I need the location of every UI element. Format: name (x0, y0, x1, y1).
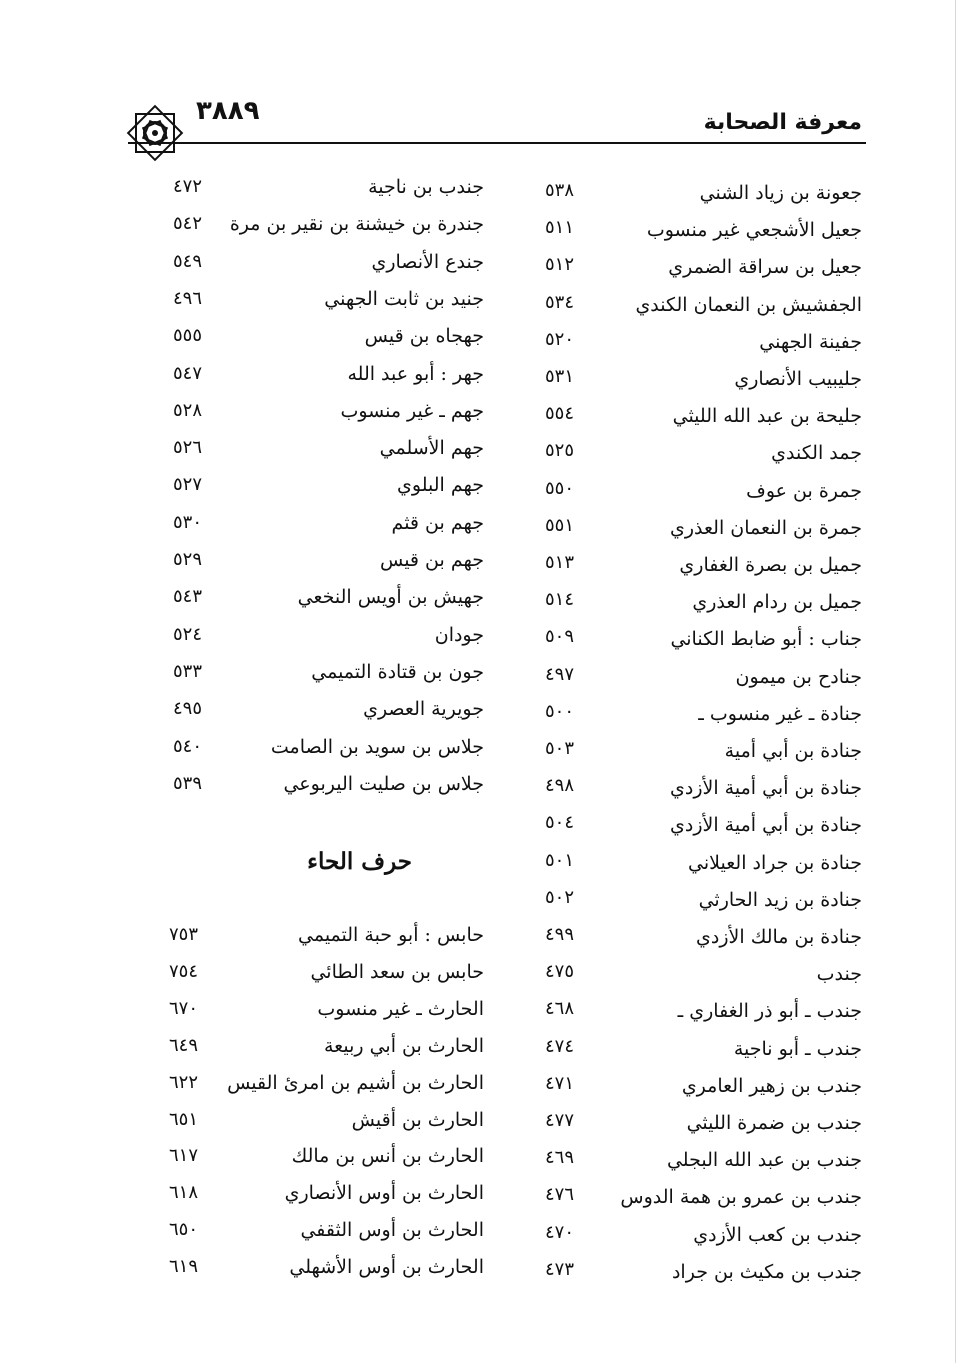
entry-name: جنادة بن جراد العيلاني (688, 851, 862, 874)
entry-name: جنيد بن ثابت الجهني (324, 287, 484, 310)
entry-number: ٤٩٦ (172, 287, 202, 309)
entry-name: حابس بن سعد الطائي (310, 960, 484, 983)
entry-name: جهم بن قيس (379, 549, 484, 571)
entry-number: ٥٣٤ (544, 291, 574, 313)
entry-number: ٥٠٣ (544, 738, 574, 759)
entry-name: جنادة بن أبي أمية (724, 740, 862, 762)
entry-number: ٤٩٥ (172, 698, 202, 720)
entry-number: ٤٧٥ (544, 961, 574, 983)
entry-number: ٥١٣ (544, 552, 574, 573)
entry-name: جمرة بن عوف (746, 479, 862, 502)
entry-name: الحارث بن أبي ربيعة (323, 1034, 484, 1057)
entry-number: ٦١٨ (168, 1182, 198, 1204)
entry-name: جناب : أبو ضابط الكناني (670, 628, 862, 651)
entry-number: ٦١٧ (168, 1145, 198, 1167)
entry-name: جعيل الأشجعي غير منسوب (646, 219, 862, 242)
entry-number: ٥٣١ (544, 366, 574, 387)
entry-number: ٥١٤ (544, 589, 574, 611)
entry-number: ٥٢٧ (172, 474, 202, 496)
section-heading: حرف الحاء (307, 848, 412, 875)
entry-name: جويرية العصري (363, 698, 484, 721)
entry-name: الجفشيش بن النعمان الكندي (635, 293, 862, 316)
entry-number: ٤٧٣ (544, 1258, 574, 1280)
entry-number: ٦٥٠ (168, 1219, 198, 1241)
entry-number: ٤٧٦ (544, 1184, 574, 1206)
entry-name: جندب بن عمرو بن همة الدوس (620, 1186, 862, 1209)
entry-name: جهم ـ غير منسوب (340, 399, 484, 422)
entry-number: ٦٥١ (168, 1108, 198, 1130)
page-crease (955, 0, 956, 1363)
entry-number: ٥٣٨ (544, 180, 574, 201)
ornament-star-icon (122, 100, 188, 166)
entry-name: جنادة بن زيد الحارثي (698, 888, 862, 911)
entry-number: ٥٤٧ (172, 362, 202, 384)
entry-number: ٥٤٣ (172, 586, 202, 608)
header-title: معرفة الصحابة (703, 110, 862, 135)
entry-number: ٤٩٨ (544, 775, 574, 797)
entry-name: جلاس بن صليت اليربوعي (283, 772, 484, 795)
entry-name: جعيل بن سراقة الضمري (668, 256, 862, 279)
entry-number: ٥٢٩ (172, 549, 202, 570)
entry-number: ٥١٢ (544, 254, 574, 276)
entry-name: جندب بن عبد الله البجلي (666, 1149, 862, 1172)
entry-number: ٥٢٦ (172, 437, 202, 459)
entry-name: جفينة الجهني (759, 330, 862, 353)
entry-name: جندب (816, 963, 862, 986)
entry-name: جودان (434, 623, 484, 646)
entry-number: ٥١١ (544, 217, 574, 239)
entry-number: ٤٧٠ (544, 1221, 574, 1243)
entry-number: ٤٩٧ (544, 663, 574, 685)
entry-number: ٥٤٠ (172, 735, 202, 757)
entry-name: جندب بن كعب الأزدي (693, 1223, 862, 1246)
entry-number: ٥٥٠ (544, 477, 574, 499)
entry-number: ٥٢٥ (544, 440, 574, 462)
entry-number: ٥٣٠ (172, 511, 202, 533)
entry-number: ٤٧٧ (544, 1110, 574, 1131)
entry-number: ٥٥٥ (172, 325, 202, 347)
entry-name: جعونة بن زياد الشني (699, 182, 862, 204)
entry-name: جنادة ـ غير منسوب ـ (698, 702, 862, 725)
entry-name: جهيش بن أويس النخعي (297, 586, 484, 609)
entry-number: ٥٠٢ (544, 886, 574, 908)
entry-number: ٤٧٤ (544, 1035, 574, 1057)
entry-name: جميل بن بصرة الغفاري (679, 554, 862, 576)
entry-number: ٥٣٣ (172, 660, 202, 682)
entry-name: جندب ـ أبو ناجية (733, 1037, 862, 1060)
entry-name: الحارث بن أوس الثقفي (300, 1219, 484, 1242)
entry-number: ٥٤٩ (172, 250, 202, 272)
entry-name: جمد الكندي (771, 442, 862, 465)
entry-number: ٤٧١ (544, 1072, 574, 1094)
entry-name: جنادة بن أبي أمية الأزدي (670, 814, 862, 837)
entry-number: ٥٠٩ (544, 626, 574, 648)
entry-name: جليبيب الأنصاري (734, 368, 862, 390)
entry-name: جهم بن قثم (391, 511, 484, 534)
entry-number: ٧٥٣ (168, 924, 198, 945)
entry-number: ٥٤٢ (172, 213, 202, 235)
entry-number: ٦١٩ (168, 1256, 198, 1278)
entry-name: جهجاه بن قيس (364, 325, 484, 348)
entry-number: ٦٧٠ (168, 997, 198, 1019)
entry-number: ٥٣٩ (172, 772, 202, 794)
entry-name: الحارث بن أوس الأنصاري (284, 1182, 484, 1205)
entry-number: ٥٢٤ (172, 623, 202, 645)
entry-name: جندب بن زهير العامري (681, 1074, 862, 1097)
entry-number: ٧٥٤ (168, 960, 198, 982)
entry-name: جنادح بن ميمون (735, 665, 862, 688)
entry-number: ٤٦٨ (544, 998, 574, 1020)
entry-name: جندع الأنصاري (371, 250, 484, 273)
entry-name: جنادة بن مالك الأزدي (696, 926, 862, 948)
entry-name: حابس : أبو حبة التميمي (298, 924, 484, 946)
entry-number: ٥٠١ (544, 849, 574, 871)
entry-name: الحارث بن أشيم بن امرئ القيس (227, 1071, 484, 1094)
entry-number: ٥٥٤ (544, 403, 574, 425)
entry-number: ٥٠٤ (544, 812, 574, 834)
entry-name: جلاس بن سويد بن الصامت (270, 735, 484, 758)
entry-number: ٥٠٠ (544, 700, 574, 722)
entry-name: جندب بن مكيث بن جراد (671, 1260, 862, 1283)
entry-name: جندب بن ناجية (368, 176, 484, 198)
entry-name: جندب ـ أبو ذر الغفاري ـ (677, 1000, 862, 1023)
entry-name: جندرة بن خيشنة بن نقير بن مرة (229, 213, 484, 236)
entry-number: ٦٢٢ (168, 1071, 198, 1093)
entry-name: جهم البلوي (397, 474, 484, 497)
entry-name: جهر : أبو عبد الله (347, 362, 484, 385)
entry-name: الحارث بن أنس بن مالك (291, 1145, 484, 1168)
entry-name: جون بن قتادة التميمي (311, 660, 484, 683)
entry-name: الحارث ـ غير منسوب (317, 997, 484, 1020)
entry-name: جهم الأسلمي (379, 437, 484, 460)
entry-name: جمرة بن النعمان العذري (670, 516, 862, 539)
entry-number: ٥٥١ (544, 514, 574, 536)
entry-name: الحارث بن أقيش (351, 1108, 484, 1131)
entry-name: جندب بن ضمرة الليثي (686, 1112, 862, 1134)
entry-number: ٥٢٠ (544, 328, 574, 350)
entry-name: الحارث بن أوس الأشهلي (289, 1256, 484, 1279)
page-number: ٣٨٨٩ (196, 96, 260, 126)
entry-number: ٦٤٩ (168, 1034, 198, 1056)
entry-name: جميل بن ردام العذري (692, 591, 862, 614)
header-rule (128, 142, 866, 144)
entry-name: جنادة بن أبي أمية الأزدي (670, 777, 862, 800)
entry-number: ٤٩٩ (544, 924, 574, 945)
entry-name: جليحة بن عبد الله الليثي (672, 405, 862, 428)
entry-number: ٥٢٨ (172, 399, 202, 421)
entry-number: ٤٦٩ (544, 1147, 574, 1169)
entry-number: ٤٧٢ (172, 176, 202, 197)
